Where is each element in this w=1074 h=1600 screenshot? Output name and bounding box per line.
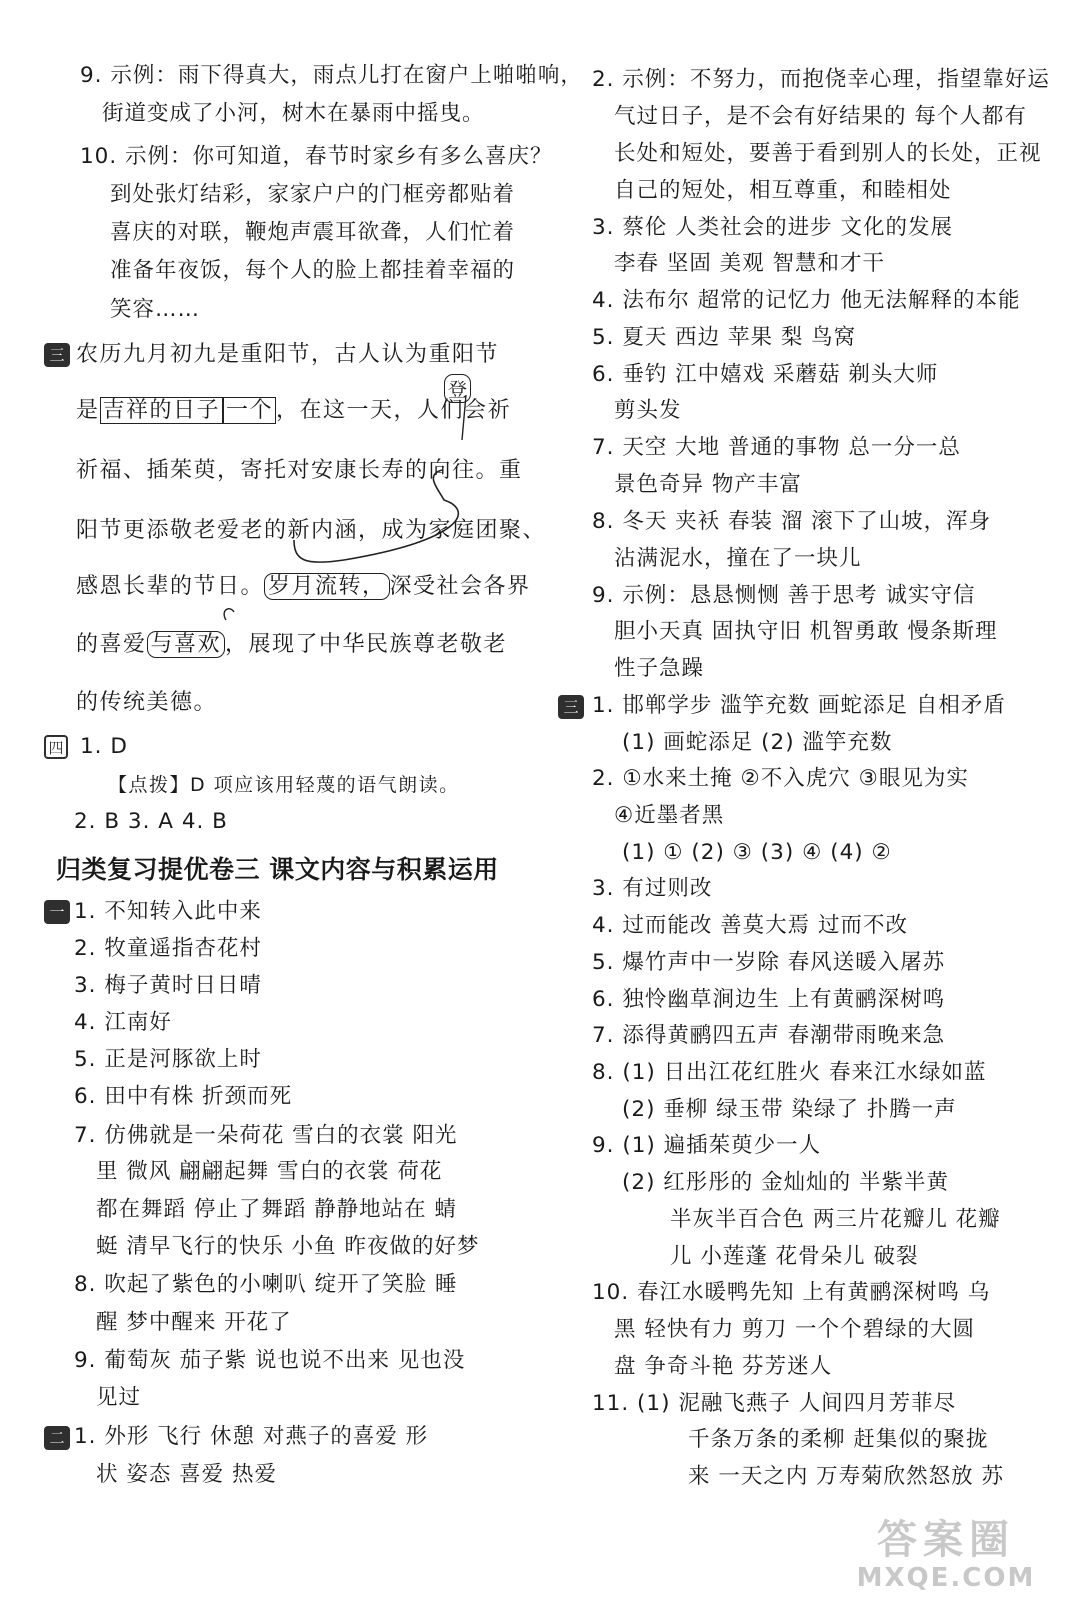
section-heading: 归类复习提优卷三 课文内容与积累运用 xyxy=(56,855,499,884)
answer-line: (1) 画蛇添足 (2) 滥竽充数 xyxy=(622,730,893,755)
move-mark-line xyxy=(294,470,458,562)
passage-text: ，在这一天，人们会 xyxy=(276,398,488,423)
answer-line: 9. 葡萄灰 茄子紫 说也说不出来 见也没 xyxy=(74,1348,466,1373)
passage-text: 重 xyxy=(499,458,523,483)
answer-line: 笑容…… xyxy=(110,297,201,322)
answer-line: 里 微风 翩翩起舞 雪白的衣裳 荷花 xyxy=(96,1159,443,1184)
answer-line: 沾满泥水，撞在了一块儿 xyxy=(614,546,862,571)
answer-line: 1. 不知转入此中来 xyxy=(74,899,262,924)
answer-line: 8. 冬天 夹袄 春装 溜 滚下了山坡，浑身 xyxy=(592,509,992,534)
answer-line: 6. 垂钓 江中嬉戏 采蘑菇 剃头大师 xyxy=(592,362,939,387)
answer-line: 3. 蔡伦 人类社会的进步 文化的发展 xyxy=(592,215,954,240)
answer-line: 6. 田中有株 折颈而死 xyxy=(74,1084,293,1109)
answer-line: 3. 梅子黄时日日晴 xyxy=(74,973,262,998)
answer-line: 2. 示例：不努力，而抱侥幸心理，指望靠好运 xyxy=(592,67,1050,92)
section-badge: 三 xyxy=(44,343,70,367)
answer-line: 8. 吹起了紫色的小喇叭 绽开了笑脸 睡 xyxy=(74,1272,458,1297)
answer-line: 到处张灯结彩，家家户户的门框旁都贴着 xyxy=(110,182,516,207)
insert-mark-line xyxy=(462,395,466,440)
passage-text: 的喜爱 xyxy=(76,632,147,657)
passage-line: 农历九月初九是重阳节，古人认为重阳节 xyxy=(76,342,500,367)
answer-line: (2) 垂柳 绿玉带 染绿了 扑腾一声 xyxy=(622,1097,957,1122)
answer-line: 准备年夜饭，每个人的脸上都挂着幸福的 xyxy=(110,258,516,283)
answer-line: 2. 牧童遥指杏花村 xyxy=(74,936,262,961)
answer-line: 见过 xyxy=(96,1385,142,1410)
answer-line: 5. 爆竹声中一岁除 春风送暖入屠苏 xyxy=(592,950,946,975)
passage-text: 是 xyxy=(76,398,100,423)
answer-line: 李春 坚固 美观 智慧和才干 xyxy=(614,251,886,276)
answer-line: 状 姿态 喜爱 热爱 xyxy=(96,1462,278,1487)
answer-line: 9. (1) 遍插茱萸少一人 xyxy=(592,1133,822,1158)
answer-line: 2. ①水来土掩 ②不入虎穴 ③眼见为实 xyxy=(592,766,969,791)
answer-line: 长处和短处，要善于看到别人的长处，正视 xyxy=(614,141,1042,166)
passage-line: 的传统美德。 xyxy=(76,690,218,715)
answer-line: (2) 红彤彤的 金灿灿的 半紫半黄 xyxy=(622,1170,949,1195)
answer-line: 黑 轻快有力 剪刀 一个个碧绿的大圆 xyxy=(614,1317,976,1342)
moved-word-box: 一个 xyxy=(223,397,276,424)
answer-line: (1) ① (2) ③ (3) ④ (4) ② xyxy=(622,840,892,865)
answer-line: 1. D xyxy=(80,734,128,759)
tip-line: 【点拨】D 项应该用轻蔑的语气朗读。 xyxy=(108,774,460,796)
answer-line: 都在舞蹈 停止了舞蹈 静静地站在 蜻 xyxy=(96,1197,458,1222)
section-badge: 三 xyxy=(558,695,584,719)
answer-line: 7. 添得黄鹂四五声 春潮带雨晚来急 xyxy=(592,1023,946,1048)
passage-text: 祈 xyxy=(487,398,512,423)
answer-line: 自己的短处，相互尊重，和睦相处 xyxy=(614,178,952,203)
answer-line: 4. 过而能改 善莫大焉 过而不改 xyxy=(592,913,909,938)
deleted-phrase-box: 吉祥的日子 xyxy=(100,397,224,424)
answer-line: 喜庆的对联，鞭炮声震耳欲聋，人们忙着 xyxy=(110,220,516,245)
passage-text: 祈福、插茱萸，寄托对安康长寿的向往。 xyxy=(76,458,500,483)
answer-line: 1. 外形 飞行 休憩 对燕子的喜爱 形 xyxy=(74,1424,429,1449)
answer-line: 10. 春江水暖鸭先知 上有黄鹂深树鸣 乌 xyxy=(592,1280,991,1305)
answer-line: 5. 夏天 西边 苹果 梨 鸟窝 xyxy=(592,325,857,350)
answer-line: 5. 正是河豚欲上时 xyxy=(74,1047,262,1072)
answer-line: 剪头发 xyxy=(614,398,682,423)
watermark-url: MXQE.COM xyxy=(856,1563,1036,1593)
insert-mark: 登 xyxy=(444,374,471,403)
answer-line: 千条万条的柔柳 赶集似的聚拢 xyxy=(688,1427,989,1452)
answer-line: ④近墨者黑 xyxy=(614,803,725,828)
deleted-phrase-box: 与喜欢 xyxy=(147,631,226,658)
watermark-text: 答案圈 xyxy=(877,1517,1015,1563)
section-badge: 四 xyxy=(44,735,68,759)
answer-line: 2. B 3. A 4. B xyxy=(74,809,228,834)
watermark-logo xyxy=(836,1516,1056,1596)
answer-line: 来 一天之内 万寿菊欣然怒放 苏 xyxy=(688,1464,1005,1489)
answer-line: 7. 天空 大地 普通的事物 总一分一总 xyxy=(592,435,961,460)
answer-line: 蜓 清早飞行的快乐 小鱼 昨夜做的好梦 xyxy=(96,1234,480,1259)
answer-line: 半灰半百合色 两三片花瓣儿 花瓣 xyxy=(670,1207,1001,1232)
answer-line: 4. 江南好 xyxy=(74,1010,172,1035)
section-badge: 二 xyxy=(44,1426,70,1450)
answer-line: 街道变成了小河，树木在暴雨中摇曳。 xyxy=(102,101,485,126)
edit-mark-curves xyxy=(44,0,534,720)
answer-line: 11. (1) 泥融飞燕子 人间四月芳菲尽 xyxy=(592,1391,957,1416)
passage-text: 感恩长辈的节日。 xyxy=(76,574,265,599)
answer-line: 9. 示例：雨下得真大，雨点儿打在窗户上啪啪响， xyxy=(80,63,583,88)
answer-line: 3. 有过则改 xyxy=(592,876,713,901)
answer-line: 1. 邯郸学步 滥竽充数 画蛇添足 自相矛盾 xyxy=(592,693,1006,718)
deleted-phrase-box: 岁月流转， xyxy=(264,573,390,600)
answer-line: 10. 示例：你可知道，春节时家乡有多么喜庆？ xyxy=(80,144,553,169)
answer-line: 4. 法布尔 超常的记忆力 他无法解释的本能 xyxy=(592,288,1021,313)
answer-line: 儿 小莲蓬 花骨朵儿 破裂 xyxy=(670,1244,919,1269)
answer-line: 7. 仿佛就是一朵荷花 雪白的衣裳 阳光 xyxy=(74,1123,458,1148)
delete-mark-loop xyxy=(224,609,234,620)
passage-line: 阳节更添敬老爱老的新内涵，成为家庭团聚、 xyxy=(76,518,547,543)
answer-line: 9. 示例：恳恳恻恻 善于思考 诚实守信 xyxy=(592,583,976,608)
section-badge: 一 xyxy=(44,900,70,924)
answer-line: 6. 独怜幽草涧边生 上有黄鹂深树鸣 xyxy=(592,987,946,1012)
answer-line: 性子急躁 xyxy=(614,656,705,681)
answer-line: 醒 梦中醒来 开花了 xyxy=(96,1310,292,1335)
answer-line: 盘 争奇斗艳 芬芳迷人 xyxy=(614,1354,833,1379)
answer-line: 气过日子，是不会有好结果的 每个人都有 xyxy=(614,104,1027,129)
answer-line: 景色奇异 物产丰富 xyxy=(614,472,802,497)
answer-line: 8. (1) 日出江花红胜火 春来江水绿如蓝 xyxy=(592,1060,987,1085)
passage-text: 深受社会各界 xyxy=(389,574,531,599)
answer-line: 胆小天真 固执守旧 机智勇敢 慢条斯理 xyxy=(614,619,998,644)
passage-text: ，展现了中华民族尊老敬老 xyxy=(225,632,508,657)
